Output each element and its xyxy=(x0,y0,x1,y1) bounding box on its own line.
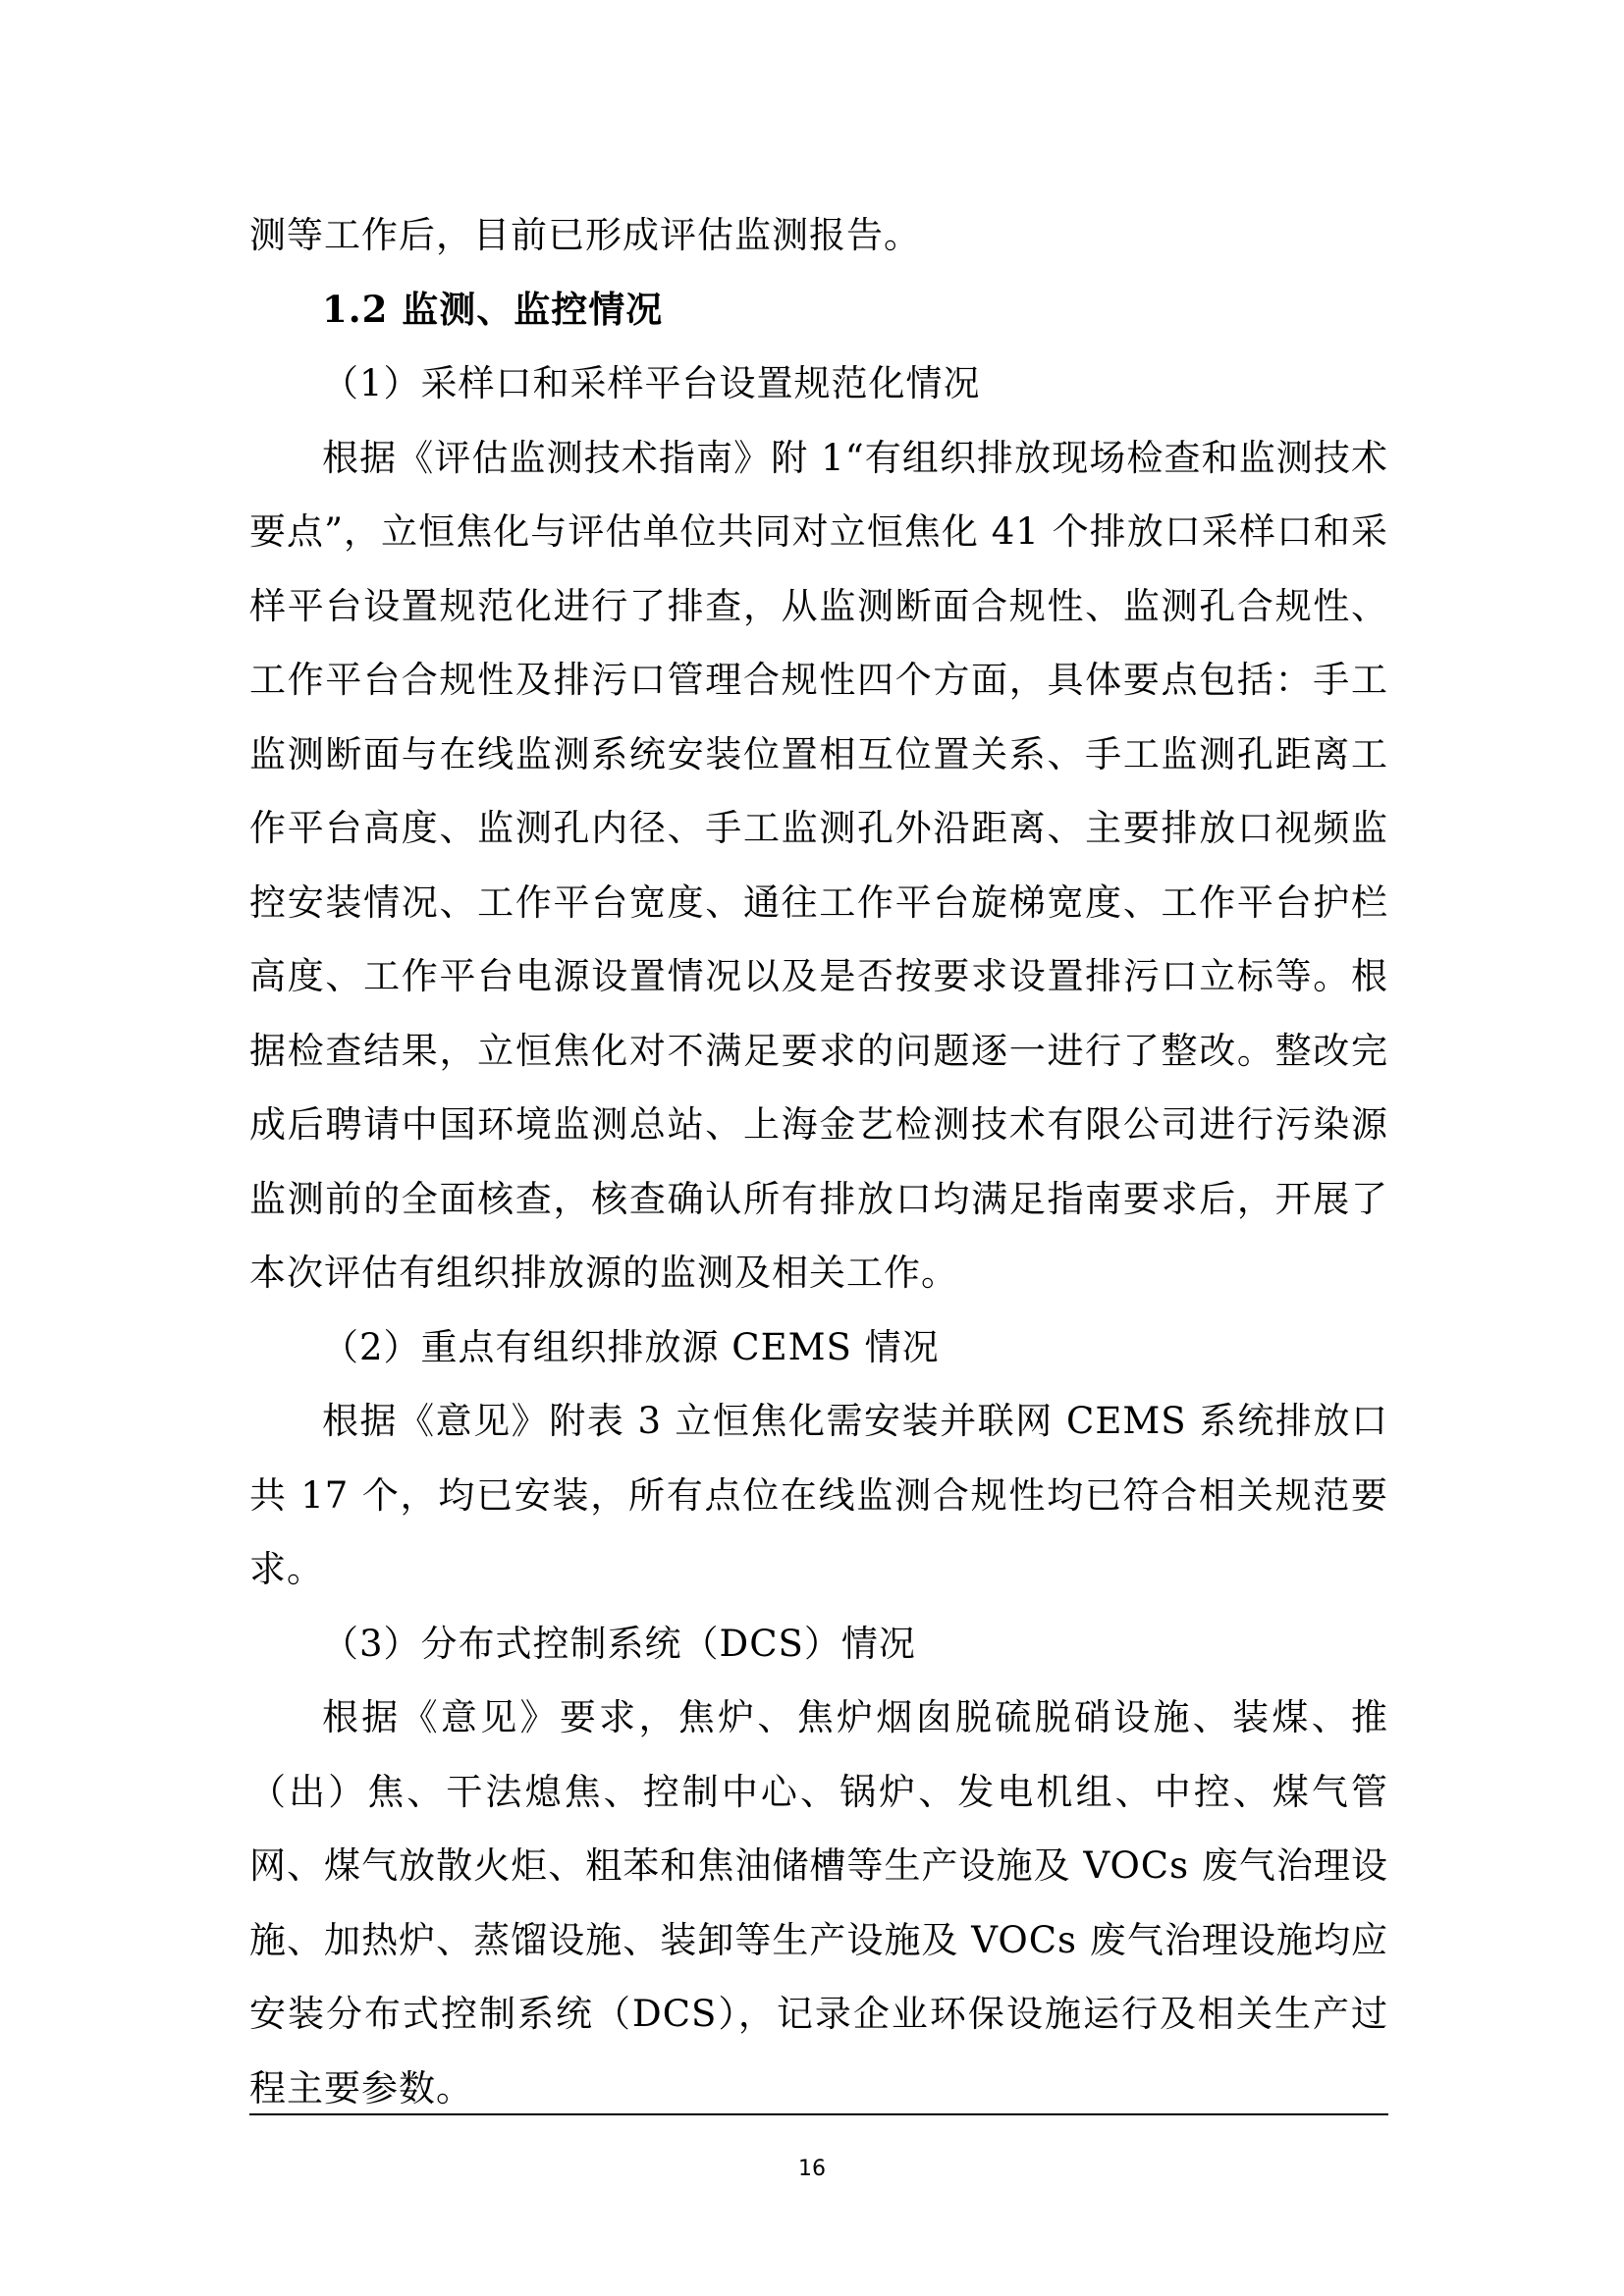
footer-divider xyxy=(249,2113,1388,2115)
paragraph-cems: 根据《意见》附表 3 立恒焦化需安装并联网 CEMS 系统排放口共 17 个，均已安装，所有点位在线监测合规性均已符合相关规范要求。 xyxy=(249,1400,1388,1590)
subsection-heading-2: （2）重点有组织排放源 CEMS 情况 xyxy=(322,1325,940,1368)
subsection-heading-1: （1）采样口和采样平台设置规范化情况 xyxy=(322,362,981,404)
section-heading: 1.2 监测、监控情况 xyxy=(322,287,664,331)
page-body xyxy=(249,198,1388,2125)
subsection-heading-3: （3）分布式控制系统（DCS）情况 xyxy=(322,1622,916,1665)
paragraph-continued: 测等工作后，目前已形成评估监测报告。 xyxy=(249,214,921,256)
paragraph-sampling-ports: 根据《评估监测技术指南》附 1“有组织排放现场检查和监测技术要点”，立恒焦化与评估单位共同对立恒焦化 41 个排放口采样口和采样平台设置规范化进行了排查，从监测断面合规性、监测孔合规性、工作平台合规性及排污口管理合规性四个方面，具体要点包括：手工监测断面与在线监测系统安装位置相互位置关系、手工监测孔距离工作平台高度、监测孔内径、手工监测孔外沿距离、主要排放口视频监控安装情况、工作平台宽度、通往工作平台旋梯宽度、工作平台护栏高度、工作平台电源设置情况以及是否按要求设置排污口立标等。根据检查结果，立恒焦化对不满足要求的问题逐一进行了整改。整改完成后聘请中国环境监测总站、上海金艺检测技术有限公司进行污染源监测前的全面核查，核查确认所有排放口均满足指南要求后，开展了本次评估有组织排放源的监测及相关工作。 xyxy=(249,436,1388,1294)
paragraph-dcs: 根据《意见》要求，焦炉、焦炉烟囱脱硫脱硝设施、装煤、推（出）焦、干法熄焦、控制中心、锅炉、发电机组、中控、煤气管网、煤气放散火炬、粗苯和焦油储槽等生产设施及 VOCs 废气治理设施、加热炉、蒸馏设施、装卸等生产设施及 VOCs 废气治理设施均应安装分布式控制系统（DCS），记录企业环保设施运行及相关生产过程主要参数。 xyxy=(249,1696,1388,2109)
page-number: 16 xyxy=(798,2157,826,2181)
